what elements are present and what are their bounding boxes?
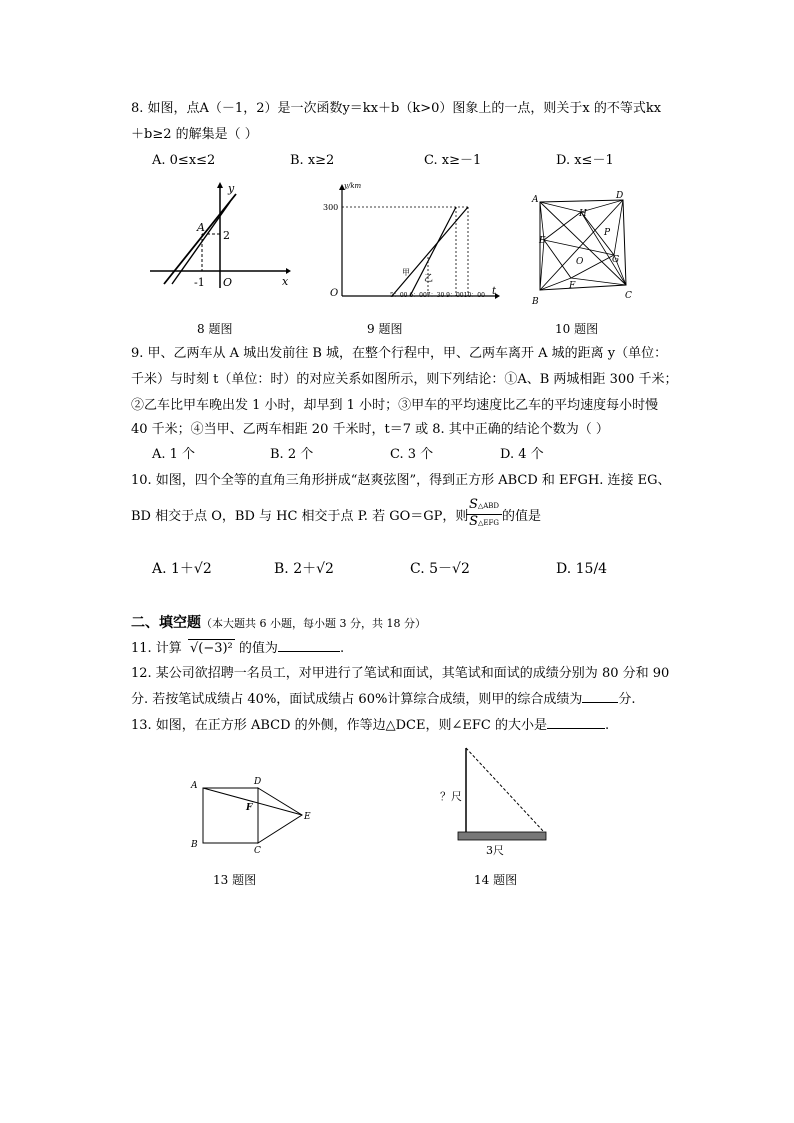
q12-line1: 12. 某公司欲招聘一名员工，对甲进行了笔试和面试，其笔试和面试的成绩分别为 80 分和 90 (131, 666, 670, 681)
q10-option-d: D. 15/4 (556, 561, 608, 577)
figure-13 (188, 775, 318, 855)
q9-option-a: A. 1 个 (152, 447, 196, 462)
figure-10 (528, 190, 638, 305)
q8-option-a: A. 0≤x≤2 (152, 153, 216, 168)
q10-line2b: 的值是 (502, 509, 542, 524)
fig10-label-a: A (532, 195, 539, 205)
fig13-label-c: C (254, 846, 261, 856)
q10-fraction (466, 498, 502, 530)
figure-9 (323, 182, 500, 304)
q11-end: . (339, 641, 345, 656)
q8-option-b: B. x≥2 (290, 153, 335, 168)
fig9-caption: 9 题图 (367, 322, 403, 336)
fig13-caption: 13 题图 (213, 873, 257, 887)
fig9-t: t (492, 286, 497, 297)
q13-answer-blank[interactable] (547, 716, 605, 729)
fig8-label-2: 2 (223, 229, 230, 242)
q8-option-c: C. x≥－1 (424, 153, 482, 168)
q9-line2: 千米）与时刻 t（单位：时）的对应关系如图所示，则下列结论：①A、B 两城相距 300 千米； (131, 372, 678, 387)
q9-option-b: B. 2 个 (270, 447, 314, 462)
fig8-label-neg1: -1 (194, 276, 205, 289)
fig10-label-b: B (532, 297, 539, 307)
fig10-label-e: E (539, 236, 546, 246)
fig13-label-d: D (254, 777, 262, 787)
q11-radicand: (−3)² (198, 641, 233, 656)
q8-option-d: D. x≤－1 (556, 153, 614, 168)
q9-line1: 9. 甲、乙两车从 A 城出发前往 B 城，在整个行程中，甲、乙两车离开 A 城的距离 y（单位： (131, 346, 668, 361)
q12-line2 (131, 690, 635, 709)
fig10-label-f: F (569, 281, 576, 291)
q11: 11. 计算 √(−3)² 的值为 . (131, 641, 345, 656)
fig14-label-q: ？尺 (440, 790, 462, 803)
q12-line2a: 分. 若按笔试成绩占 40%，面试成绩占 60%计算综合成绩，则甲的综合成绩为 (131, 692, 583, 707)
fig10-label-c: C (625, 291, 632, 301)
q9-option-d: D. 4 个 (500, 447, 544, 462)
q8-line2: ＋b≥2 的解集是（ ） (131, 127, 258, 142)
q9-line4: 40 千米；④当甲、乙两车相距 20 千米时，t＝7 或 8. 其中正确的结论个数为（ ） (131, 422, 609, 437)
fig10-label-g: G (612, 255, 620, 265)
fig13-label-f: F (246, 803, 253, 813)
q13-text: 13. 如图，在正方形 ABCD 的外侧，作等边△DCE，则∠EFC 的大小是 (131, 718, 547, 733)
fig9-ticks: 5：00 6：007：30 9：0010：00 (390, 292, 485, 299)
q10-option-c: C. 5－√2 (410, 561, 470, 577)
q10-frac-den-sub: △EFG (477, 519, 499, 527)
fig13-label-b: B (191, 840, 198, 850)
q10-frac-num: S (468, 497, 478, 512)
q13-end: . (604, 718, 610, 733)
q11-prefix: 11. 计算 (131, 641, 182, 656)
fig8-label-a: A (197, 221, 205, 234)
section-2-note: （本大题共 6 小题，每小题 3 分，共 18 分） (201, 617, 426, 630)
fig9-o: O (330, 288, 339, 299)
section-2-title: 二、填空题 (131, 615, 201, 631)
figure-14 (436, 745, 556, 860)
fig9-jia: 甲 (402, 268, 410, 277)
fig8-label-o: O (223, 276, 233, 289)
q8-line1: 8. 如图，点A（－1，2）是一次函数y＝kx＋b（k>0）图象上的一点，则关于x 的不等式kx (131, 101, 662, 116)
q12-line2b: 分. (618, 692, 636, 707)
q10-frac-den: S (469, 514, 478, 529)
fig10-label-o: O (576, 257, 584, 267)
fig8-caption: 8 题图 (197, 322, 233, 336)
q10-frac-num-sub: △ABD (477, 502, 500, 510)
fig8-label-y: y (228, 182, 235, 195)
fig9-ylabel: y/km (344, 182, 362, 190)
fig10-label-d: D (616, 191, 624, 201)
q11-answer-blank[interactable] (278, 639, 340, 652)
fig9-y300: 300 (323, 203, 339, 212)
fig10-label-p: P (604, 228, 611, 238)
fig13-label-e: E (304, 812, 311, 822)
q10-line2a: BD 相交于点 O，BD 与 HC 相交于点 P. 若 GO＝GP，则 (131, 509, 469, 524)
q9-option-c: C. 3 个 (390, 447, 434, 462)
q12-answer-blank[interactable] (582, 690, 618, 703)
fig8-label-x: x (282, 275, 289, 288)
fig9-yi: 乙 (424, 274, 434, 284)
section-2-heading (131, 612, 426, 632)
figure-8 (150, 180, 290, 290)
q11-suffix: 的值为 (238, 641, 278, 656)
fig14-caption: 14 题图 (474, 873, 518, 887)
fig10-label-h: H (579, 209, 587, 219)
fig10-caption: 10 题图 (555, 322, 599, 336)
q9-line3: ②乙车比甲车晚出发 1 小时，却早到 1 小时；③甲车的平均速度比乙车的平均速度每小时慢 (131, 398, 659, 413)
fig13-label-a: A (191, 781, 198, 791)
q10-option-b: B. 2＋√2 (274, 561, 334, 577)
fig14-label-base: 3尺 (486, 844, 504, 857)
q10-option-a: A. 1＋√2 (152, 561, 212, 577)
q10-line1: 10. 如图，四个全等的直角三角形拼成“赵爽弦图”，得到正方形 ABCD 和 EFGH. 连接 EG、 (131, 473, 671, 488)
q13 (131, 716, 609, 735)
